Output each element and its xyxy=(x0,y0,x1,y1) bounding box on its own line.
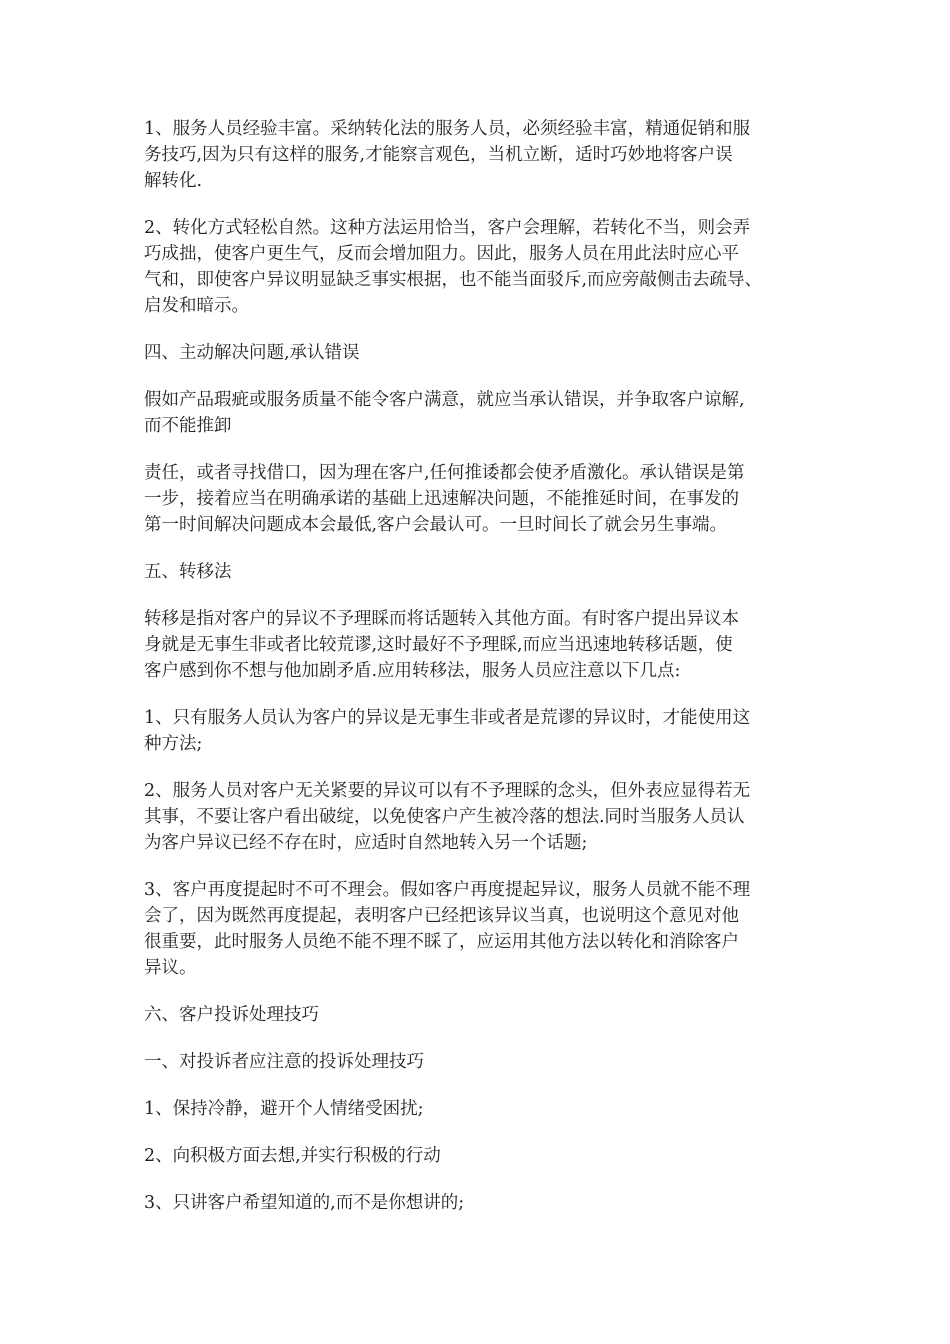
text-line: 异议。 xyxy=(144,958,197,978)
text-line: 1、服务人员经验丰富。采纳转化法的服务人员，必须经验丰富，精通促销和服 xyxy=(144,119,751,139)
text-line: 责任，或者寻找借口，因为理在客户,任何推诿都会使矛盾激化。承认错误是第 xyxy=(144,463,745,483)
list-item-speak-what-customer-wants xyxy=(144,1190,820,1216)
paragraph-transfer-point-3 xyxy=(144,877,820,981)
text-line: 务技巧,因为只有这样的服务,才能察言观色，当机立断，适时巧妙地将客户误 xyxy=(144,145,733,165)
text-line: 解转化. xyxy=(144,171,203,191)
text-line: 气和，即使客户异议明显缺乏事实根据，也不能当面驳斥,而应旁敲侧击去疏导、 xyxy=(144,270,763,290)
heading-line: 六、客户投诉处理技巧 xyxy=(144,1005,319,1025)
text-line: 第一时间解决问题成本会最低,客户会最认可。一旦时间长了就会另生事端。 xyxy=(144,515,728,535)
list-item-think-positive xyxy=(144,1143,820,1169)
paragraph-experience xyxy=(144,116,820,194)
text-line: 转移是指对客户的异议不予理睬而将话题转入其他方面。有时客户提出异议本 xyxy=(144,609,739,629)
paragraph-transfer-point-1 xyxy=(144,705,820,757)
document-body xyxy=(144,116,820,1237)
section-heading-5 xyxy=(144,559,820,585)
text-line: 2、向积极方面去想,并实行积极的行动 xyxy=(144,1146,441,1166)
text-line: 巧成拙，使客户更生气，反而会增加阻力。因此，服务人员在用此法时应心平 xyxy=(144,244,739,264)
text-line: 3、只讲客户希望知道的,而不是你想讲的; xyxy=(144,1193,465,1213)
section-heading-6 xyxy=(144,1002,820,1028)
text-line: 很重要，此时服务人员绝不能不理不睬了，应运用其他方法以转化和消除客户 xyxy=(144,932,739,952)
heading-line: 一、对投诉者应注意的投诉处理技巧 xyxy=(144,1052,424,1072)
text-line: 2、转化方式轻松自然。这种方法运用恰当，客户会理解，若转化不当，则会弄 xyxy=(144,218,751,238)
text-line: 为客户异议已经不存在时，应适时自然地转入另一个话题; xyxy=(144,833,588,853)
text-line: 启发和暗示。 xyxy=(144,296,249,316)
paragraph-transfer-method xyxy=(144,606,820,684)
text-line: 2、服务人员对客户无关紧要的异议可以有不予理睬的念头，但外表应显得若无 xyxy=(144,781,751,801)
list-item-stay-calm xyxy=(144,1096,820,1122)
text-line: 其事，不要让客户看出破绽，以免使客户产生被冷落的想法.同时当服务人员认 xyxy=(144,807,745,827)
heading-line: 四、主动解决问题,承认错误 xyxy=(144,343,360,363)
paragraph-natural-conversion xyxy=(144,215,820,319)
text-line: 1、只有服务人员认为客户的异议是无事生非或者是荒谬的异议时，才能使用这 xyxy=(144,708,751,728)
paragraph-responsibility xyxy=(144,460,820,538)
paragraph-admit-mistake xyxy=(144,387,820,439)
text-line: 一步，接着应当在明确承诺的基础上迅速解决问题，不能推延时间，在事发的 xyxy=(144,489,739,509)
text-line: 种方法; xyxy=(144,734,203,754)
text-line: 身就是无事生非或者比较荒谬,这时最好不予理睬,而应当迅速地转移话题，使 xyxy=(144,635,733,655)
text-line: 而不能推卸 xyxy=(144,416,232,436)
text-line: 3、客户再度提起时不可不理会。假如客户再度提起异议，服务人员就不能不理 xyxy=(144,880,751,900)
text-line: 1、保持冷静，避开个人情绪受困扰; xyxy=(144,1099,424,1119)
section-heading-4 xyxy=(144,340,820,366)
heading-line: 五、转移法 xyxy=(144,562,232,582)
text-line: 假如产品瑕疵或服务质量不能令客户满意，就应当承认错误，并争取客户谅解, xyxy=(144,390,745,410)
subsection-heading-1 xyxy=(144,1049,820,1075)
text-line: 会了，因为既然再度提起，表明客户已经把该异议当真，也说明这个意见对他 xyxy=(144,906,739,926)
paragraph-transfer-point-2 xyxy=(144,778,820,856)
text-line: 客户感到你不想与他加剧矛盾.应用转移法，服务人员应注意以下几点: xyxy=(144,661,681,681)
